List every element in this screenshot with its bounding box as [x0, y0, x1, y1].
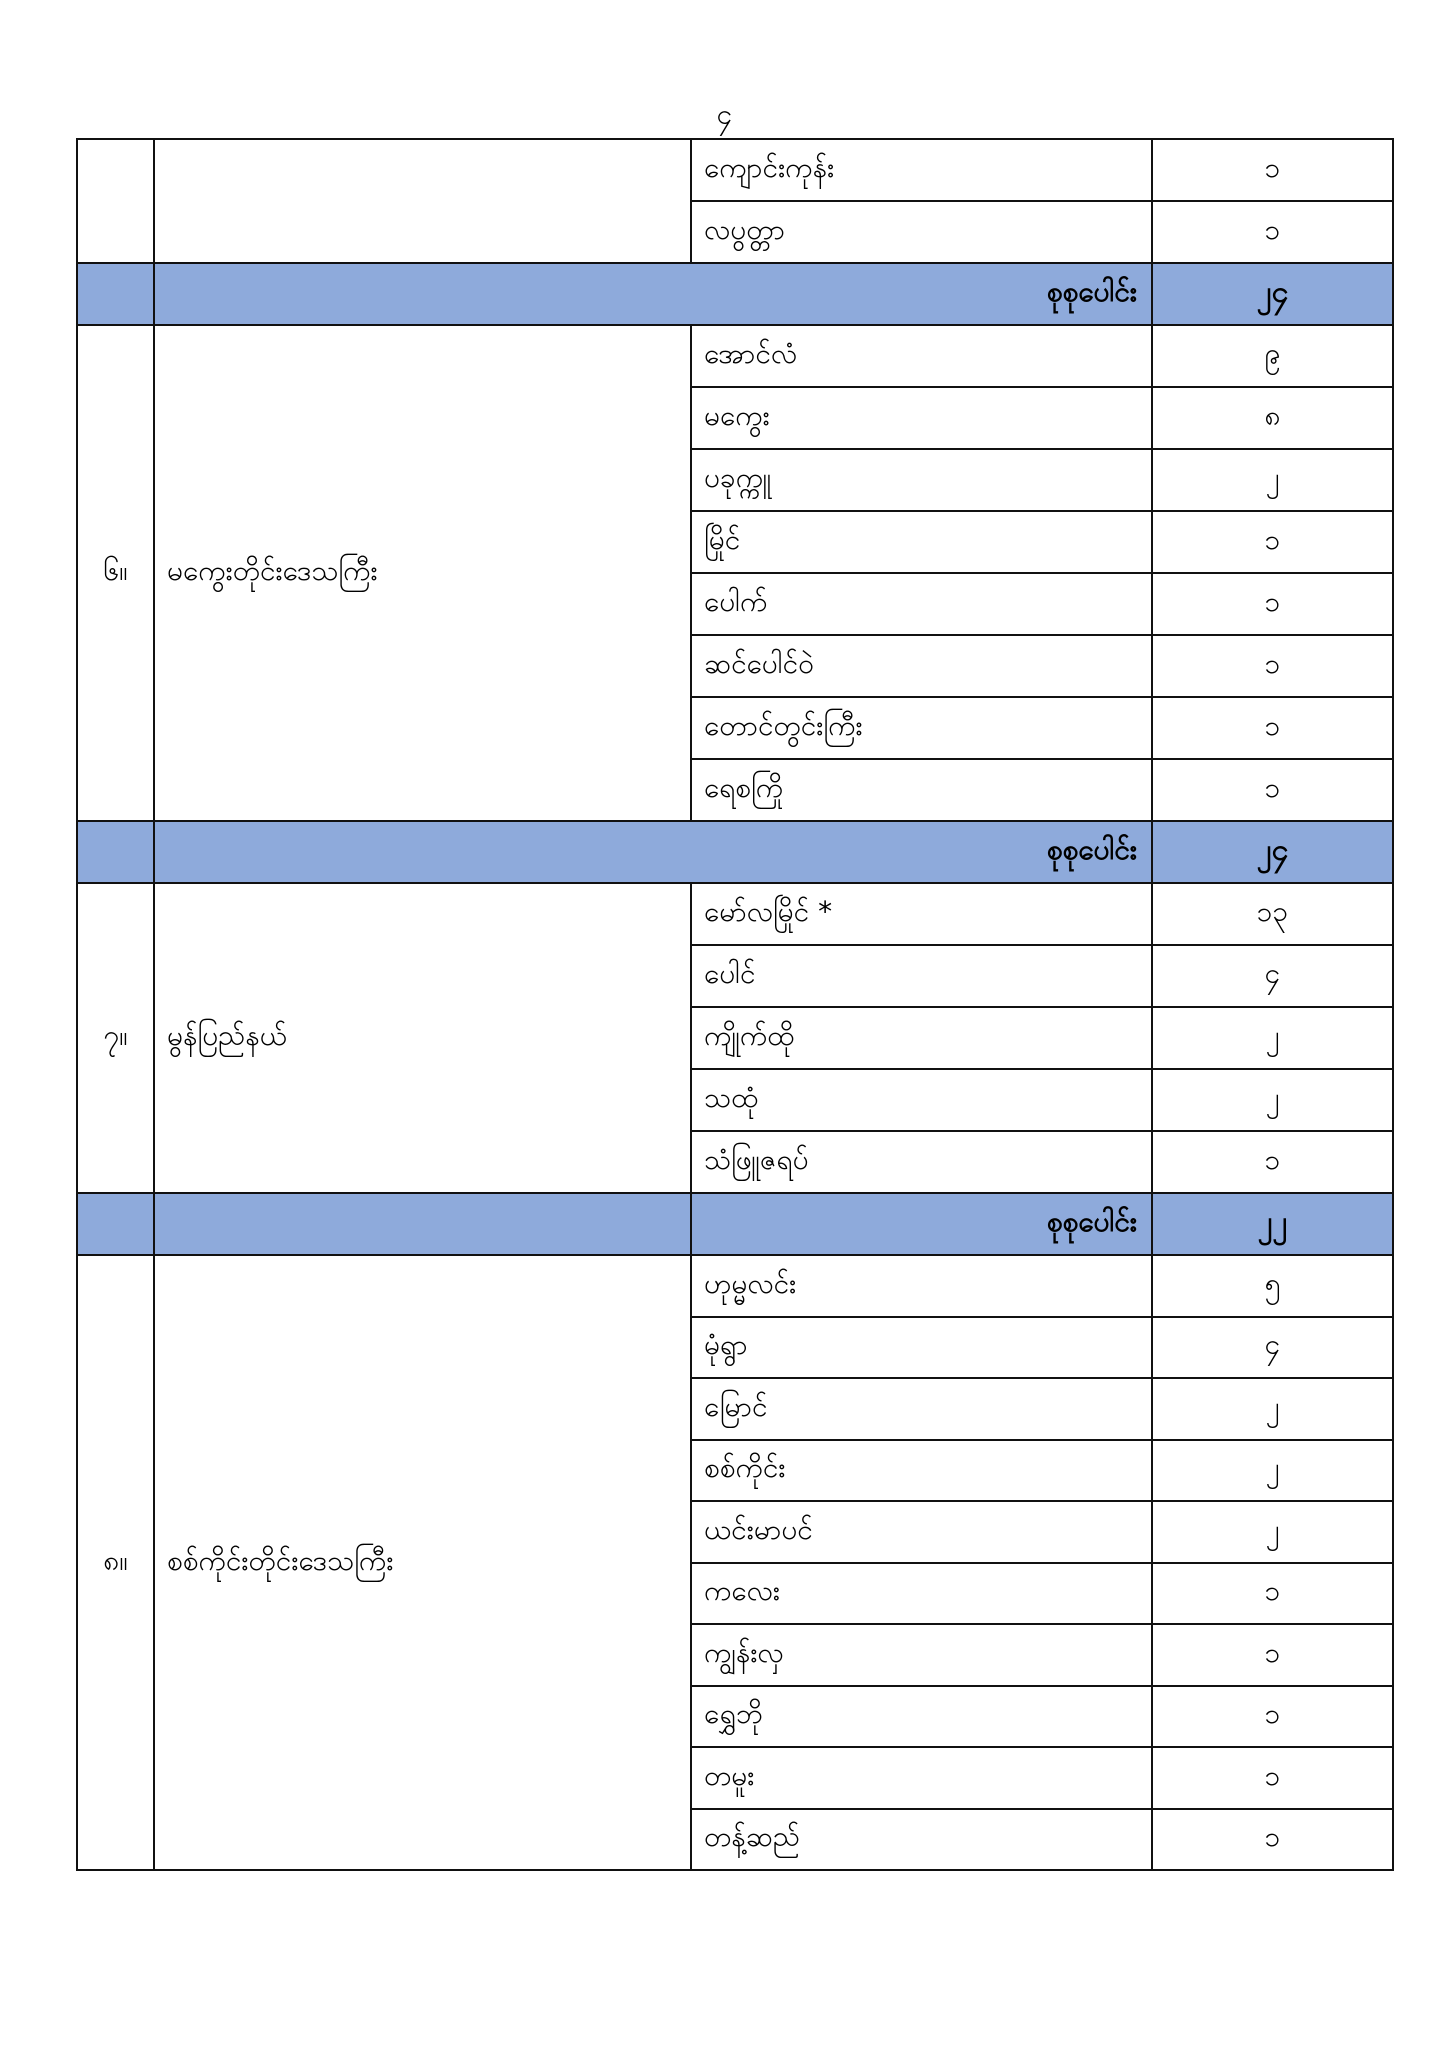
total-label: စုစုပေါင်း	[154, 263, 1152, 325]
count-cell: ၉	[1152, 325, 1393, 387]
table-row	[77, 1255, 1393, 1317]
count-cell: ၁	[1152, 697, 1393, 759]
township-cell: ရေစကြို	[691, 759, 1152, 821]
count-cell: ၁	[1152, 1747, 1393, 1809]
count-cell: ၂	[1152, 449, 1393, 511]
township-cell: ယင်းမာပင်	[691, 1501, 1152, 1563]
count-cell: ၂	[1152, 1501, 1393, 1563]
region-name-cell: စစ်ကိုင်းတိုင်းဒေသကြီး	[154, 1255, 691, 1870]
region-name-cell	[154, 139, 691, 263]
township-cell: ပေါက်	[691, 573, 1152, 635]
table-row	[77, 139, 1393, 201]
count-cell: ၁	[1152, 759, 1393, 821]
total-value: ၂၂	[1152, 1193, 1393, 1255]
count-cell: ၂	[1152, 1069, 1393, 1131]
count-cell: ၅	[1152, 1255, 1393, 1317]
count-cell: ၁၃	[1152, 883, 1393, 945]
total-label: စုစုပေါင်း	[691, 1193, 1152, 1255]
page-number: ၄	[716, 98, 733, 131]
township-cell: တန့်ဆည်	[691, 1809, 1152, 1871]
count-cell: ၂	[1152, 1007, 1393, 1069]
township-cell: မုံရွာ	[691, 1317, 1152, 1379]
township-count-table	[76, 138, 1394, 1871]
total-row	[77, 821, 1393, 883]
count-cell: ၄	[1152, 1317, 1393, 1379]
total-row-blank-region	[154, 1193, 691, 1255]
township-cell: စစ်ကိုင်း	[691, 1440, 1152, 1502]
region-name-cell: မွန်ပြည်နယ်	[154, 883, 691, 1193]
count-cell: ၁	[1152, 573, 1393, 635]
count-cell: ၁	[1152, 1686, 1393, 1748]
region-number-cell: ၆။	[77, 325, 154, 821]
count-cell: ၄	[1152, 945, 1393, 1007]
count-cell: ၁	[1152, 1809, 1393, 1871]
total-row	[77, 263, 1393, 325]
township-cell: မကွေး	[691, 387, 1152, 449]
total-row-blank	[77, 821, 154, 883]
township-cell: ဟုမ္မလင်း	[691, 1255, 1152, 1317]
township-cell: မော်လမြိုင် *	[691, 883, 1152, 945]
township-cell: ကျောင်းကုန်း	[691, 139, 1152, 201]
region-number-cell	[77, 139, 154, 263]
count-cell: ၈	[1152, 387, 1393, 449]
count-cell: ၁	[1152, 511, 1393, 573]
region-number-cell: ၇။	[77, 883, 154, 1193]
count-cell: ၁	[1152, 1624, 1393, 1686]
count-cell: ၁	[1152, 1131, 1393, 1193]
township-cell: သထုံ	[691, 1069, 1152, 1131]
total-row	[77, 1193, 1393, 1255]
total-value: ၂၄	[1152, 821, 1393, 883]
township-cell: လပွတ္တာ	[691, 201, 1152, 263]
total-label: စုစုပေါင်း	[154, 821, 1152, 883]
count-cell: ၂	[1152, 1378, 1393, 1440]
count-cell: ၁	[1152, 1563, 1393, 1625]
table-row	[77, 883, 1393, 945]
township-cell: မြိုင်	[691, 511, 1152, 573]
township-cell: ကလေး	[691, 1563, 1152, 1625]
township-cell: မြောင်	[691, 1378, 1152, 1440]
total-row-blank	[77, 1193, 154, 1255]
count-cell: ၂	[1152, 1440, 1393, 1502]
total-value: ၂၄	[1152, 263, 1393, 325]
region-name-cell: မကွေးတိုင်းဒေသကြီး	[154, 325, 691, 821]
total-row-blank	[77, 263, 154, 325]
region-number-cell: ၈။	[77, 1255, 154, 1870]
table-row	[77, 325, 1393, 387]
township-cell: တောင်တွင်းကြီး	[691, 697, 1152, 759]
township-cell: အောင်လံ	[691, 325, 1152, 387]
count-cell: ၁	[1152, 635, 1393, 697]
township-cell: ဆင်ပေါင်ဝဲ	[691, 635, 1152, 697]
township-cell: ပေါင်	[691, 945, 1152, 1007]
township-cell: ရွှေဘို	[691, 1686, 1152, 1748]
township-cell: ပခုက္ကူ	[691, 449, 1152, 511]
township-cell: ကျိုက်ထို	[691, 1007, 1152, 1069]
township-cell: ကျွန်းလှ	[691, 1624, 1152, 1686]
township-cell: တမူး	[691, 1747, 1152, 1809]
count-cell: ၁	[1152, 139, 1393, 201]
township-cell: သံဖြူဇရပ်	[691, 1131, 1152, 1193]
count-cell: ၁	[1152, 201, 1393, 263]
